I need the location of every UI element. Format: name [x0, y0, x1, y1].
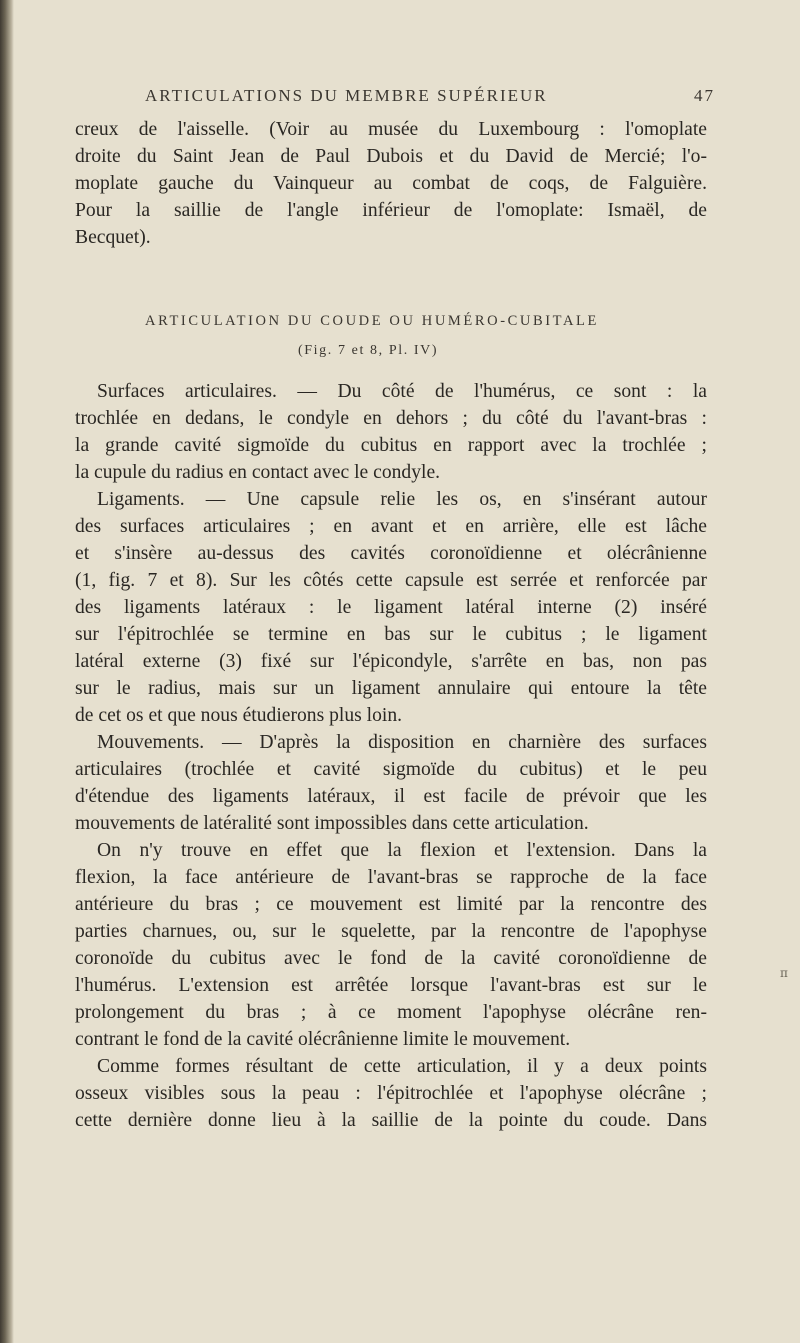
text-line: articulaires (trochlée et cavité sigmoïde du cubitus) et le peu	[75, 759, 707, 780]
text-line: sur l'épitrochlée se termine en bas sur le cubitus ; le ligament	[75, 624, 707, 645]
text-line: flexion, la face antérieure de l'avant-bras se rapproche de la face	[75, 867, 707, 888]
text-line: parties charnues, ou, sur le squelette, par la rencontre de l'apophyse	[75, 921, 707, 942]
main-text	[75, 378, 707, 1134]
text-line: cette dernière donne lieu à la saillie de la pointe du coude. Dans	[75, 1110, 707, 1131]
text-line: osseux visibles sous la peau : l'épitrochlée et l'apophyse olécrâne ;	[75, 1083, 707, 1104]
text-line: prolongement du bras ; à ce moment l'apophyse olécrâne ren-	[75, 1002, 707, 1023]
text-line: Becquet).	[75, 227, 151, 248]
page-number: 47	[694, 86, 715, 105]
text-line: (1, fig. 7 et 8). Sur les côtés cette capsule est serrée et renforcée par	[75, 570, 707, 591]
text-line: des ligaments latéraux : le ligament latéral interne (2) inséré	[75, 597, 707, 618]
text-line: contrant le fond de la cavité olécrânienne limite le mouvement.	[75, 1029, 571, 1050]
text-line: droite du Saint Jean de Paul Dubois et du David de Mercié; l'o-	[75, 146, 707, 167]
text-line: coronoïde du cubitus avec le fond de la cavité coronoïdienne de	[75, 948, 707, 969]
text-line: sur le radius, mais sur un ligament annulaire qui entoure la tête	[75, 678, 707, 699]
text-line: mouvements de latéralité sont impossibles dans cette articulation.	[75, 813, 589, 834]
text-line: creux de l'aisselle. (Voir au musée du Luxembourg : l'omoplate	[75, 119, 707, 140]
text-line: Ligaments. — Une capsule relie les os, en s'insérant autour	[97, 489, 707, 510]
text-line: antérieure du bras ; ce mouvement est limité par la rencontre des	[75, 894, 707, 915]
running-header-title: ARTICULATIONS DU MEMBRE SUPÉRIEUR	[145, 86, 548, 105]
margin-mark: π	[780, 966, 788, 980]
text-line: latéral externe (3) fixé sur l'épicondyle, s'arrête en bas, non pas	[75, 651, 707, 672]
text-line: Comme formes résultant de cette articulation, il y a deux points	[97, 1056, 707, 1077]
text-line: moplate gauche du Vainqueur au combat de coqs, de Falguière.	[75, 173, 707, 194]
text-line: Pour la saillie de l'angle inférieur de l'omoplate: Ismaël, de	[75, 200, 707, 221]
text-line: la cupule du radius en contact avec le condyle.	[75, 462, 441, 483]
text-line: et s'insère au-dessus des cavités coronoïdienne et olécrânienne	[75, 543, 707, 564]
intro-paragraph	[75, 116, 707, 251]
text-line: trochlée en dedans, le condyle en dehors ; du côté du l'avant-bras :	[75, 408, 707, 429]
text-line: Mouvements. — D'après la disposition en charnière des surfaces	[97, 732, 707, 753]
text-line: On n'y trouve en effet que la flexion et l'extension. Dans la	[97, 840, 707, 861]
text-line: la grande cavité sigmoïde du cubitus en rapport avec la trochlée ;	[75, 435, 707, 456]
section-heading: ARTICULATION DU COUDE OU HUMÉRO-CUBITALE	[145, 313, 599, 329]
text-line: des surfaces articulaires ; en avant et en arrière, elle est lâche	[75, 516, 707, 537]
text-line: Surfaces articulaires. — Du côté de l'humérus, ce sont : la	[97, 381, 707, 402]
text-line: de cet os et que nous étudierons plus loin.	[75, 705, 403, 726]
text-line: l'humérus. L'extension est arrêtée lorsque l'avant-bras est sur le	[75, 975, 707, 996]
text-line: d'étendue des ligaments latéraux, il est facile de prévoir que les	[75, 786, 707, 807]
section-subheading: (Fig. 7 et 8, Pl. IV)	[298, 343, 439, 358]
